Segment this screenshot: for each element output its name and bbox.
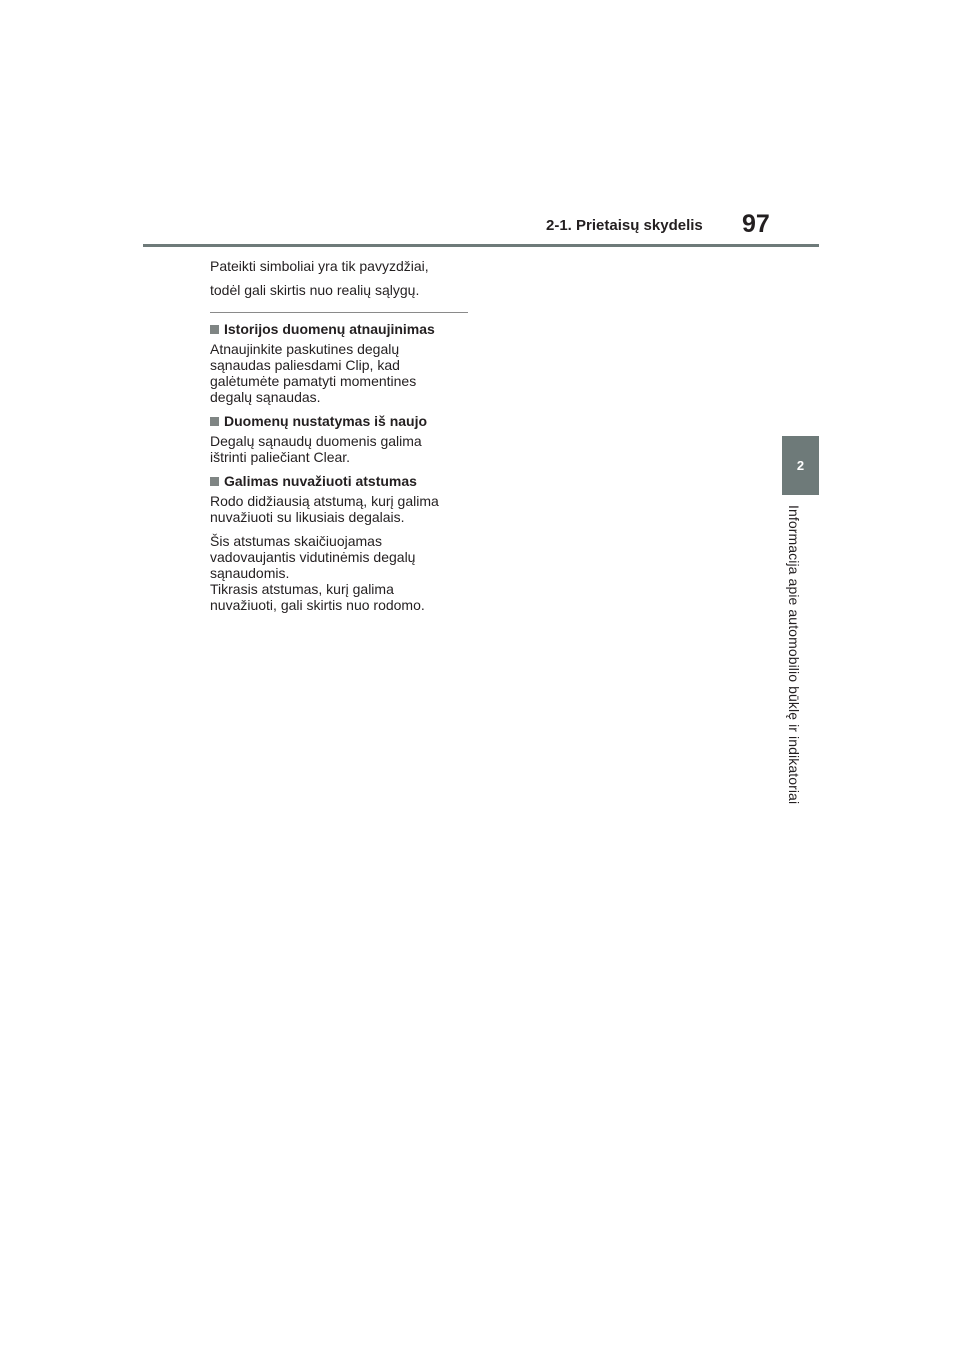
heading-text: Duomenų nustatymas iš naujo [224, 413, 428, 429]
heading-text: Istorijos duomenų atnaujinimas [224, 321, 435, 337]
text-line: galėtumėte pamatyti momentines [210, 373, 417, 389]
chapter-tab [782, 436, 819, 495]
page-number: 97 [742, 210, 770, 238]
text-line: sąnaudas paliesdami Clip, kad [210, 357, 400, 373]
section-title: 2-1. Prietaisų skydelis [546, 217, 703, 234]
paragraph [210, 533, 470, 613]
header-rule [143, 244, 819, 247]
text-line: degalų sąnaudas. [210, 389, 321, 405]
square-bullet-icon [210, 417, 219, 426]
text-line: nuvažiuoti su likusiais degalais. [210, 509, 405, 525]
text-line: Rodo didžiausią atstumą, kurį galima [210, 493, 439, 509]
text-line: ištrinti paliečiant Clear. [210, 449, 351, 465]
intro-note [210, 254, 470, 302]
text-line: Šis atstumas skaičiuojamas [210, 533, 382, 549]
paragraph [210, 341, 470, 405]
content-column [210, 254, 470, 621]
paragraph [210, 493, 470, 525]
intro-line: Pateikti simboliai yra tik pavyzdžiai, [210, 258, 429, 274]
heading-text: Galimas nuvažiuoti atstumas [224, 473, 417, 489]
square-bullet-icon [210, 477, 219, 486]
text-line: vadovaujantis vidutinėmis degalų [210, 549, 416, 565]
chapter-number: 2 [796, 458, 805, 473]
square-bullet-icon [210, 325, 219, 334]
section-heading [210, 321, 470, 337]
text-line: Tikrasis atstumas, kurį galima [210, 581, 394, 597]
text-line: sąnaudomis. [210, 565, 290, 581]
paragraph [210, 433, 470, 465]
divider [210, 312, 468, 313]
text-line: Atnaujinkite paskutines degalų [210, 341, 400, 357]
section-heading [210, 473, 470, 489]
section-heading [210, 413, 470, 429]
chapter-label: Informacija apie automobilio būklę ir indikatoriai [786, 505, 802, 805]
intro-line: todėl gali skirtis nuo realių sąlygų. [210, 282, 420, 298]
text-line: nuvažiuoti, gali skirtis nuo rodomo. [210, 597, 425, 613]
text-line: Degalų sąnaudų duomenis galima [210, 433, 422, 449]
